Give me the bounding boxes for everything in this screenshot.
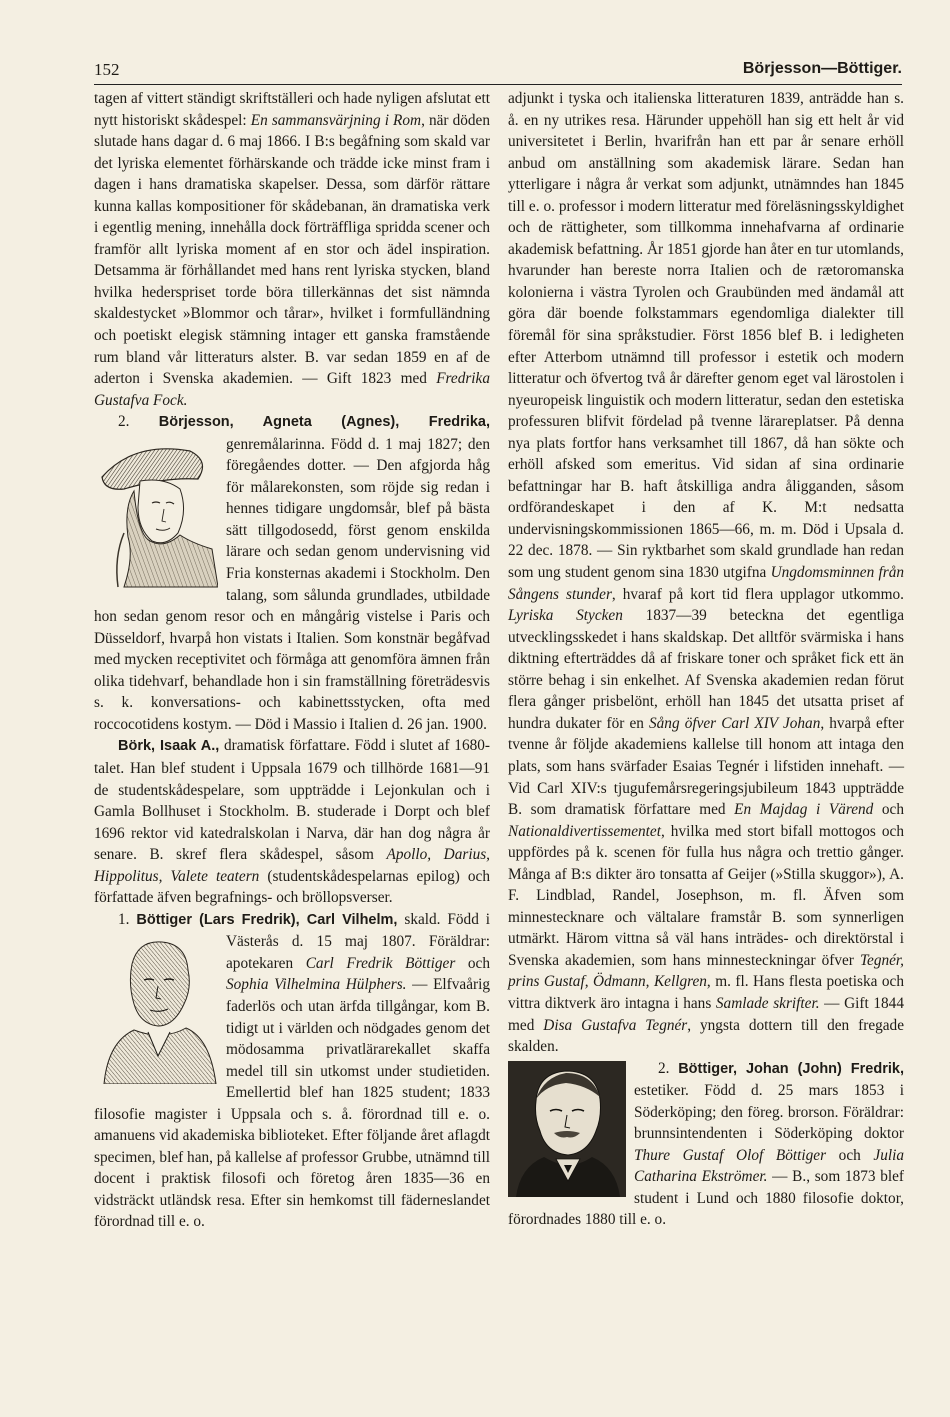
entry-bottiger-johan	[508, 1058, 904, 1231]
paragraph-bottiger-carl-continued	[508, 88, 904, 1058]
paragraph-borjesson-continued	[94, 88, 490, 411]
page-header	[94, 60, 902, 84]
text: , hvaraf på kort tid flera upplagor utkommo.	[611, 585, 905, 603]
text: tagen af vittert ständigt skriftställeri och hade nyligen afslutat ett nytt historiskt skådespel:	[94, 90, 490, 129]
entry-headword: Böttiger (Lars Fredrik), Carl Vilhelm,	[136, 911, 398, 928]
italic-title: Lyriska Stycken	[508, 607, 623, 625]
italic-title: Ungdomsminnen från Sångens stunder	[508, 564, 904, 603]
entry-number: 2.	[658, 1059, 679, 1077]
text: , hvilka med stort bifall mottogos och uppfördes på k. scenen för fulla hus några och trettio gånger. Många af B:s dikter äro tonsatta af Geijer (»Stilla skuggor»), A. F. Lindblad, Randel, Josephson, m. fl. Äfven som minnestecknare och vältalare framstår B. som synnerligen utmärkt. Härom vittna så väl hans inträdes- och direktörstal i Svenska akademien, som hans minnesteckningar öfver	[508, 822, 904, 969]
italic-title: En sammansvärjning i Rom	[250, 111, 422, 129]
entry-bork-isaak	[94, 735, 490, 908]
italic-titles: Apollo, Darius, Hippolitus, Valete teatern	[94, 846, 490, 885]
entry-number: 1.	[118, 910, 137, 928]
text: skald. Född i Västerås d. 15 maj 1807. Föräldrar: apotekaren	[226, 910, 490, 972]
italic-names: Tegnér, prins Gustaf, Ödmann, Kellgren	[508, 951, 904, 991]
italic-title: En Majdag i Värend	[734, 801, 874, 819]
entry-headword: Böttiger, Johan (John) Fredrik,	[678, 1060, 904, 1077]
italic-name: Fredrika Gustafva Fock.	[94, 370, 490, 409]
left-column	[94, 88, 490, 1233]
entry-borjesson-agneta	[94, 411, 490, 735]
right-column	[508, 88, 904, 1231]
page-number: 152	[94, 60, 120, 79]
italic-name: Julia Catharina Ekströmer.	[634, 1146, 904, 1186]
text: — B., som 1873 blef student i Lund och 1880 filosofie doktor, förordnades 1880 till e. o.	[508, 1168, 905, 1229]
text: , yngsta dottern till den fregade skalden.	[508, 1016, 904, 1056]
portrait-carl-bottiger	[94, 934, 218, 1084]
italic-name: Carl Fredrik Böttiger	[305, 954, 456, 972]
text: och	[455, 954, 490, 972]
italic-name: Disa Gustafva Tegnér	[543, 1016, 688, 1034]
portrait-johan-bottiger	[508, 1061, 626, 1197]
text: — Elfvaårig faderlös och utan ärfda tillgångar, kom B. tidigt ut i världen och nödgades genom det mödosamma privatlärarekallet skaffa medel till sin utkomst under studietiden. Emellertid blef han 1825 student; 1833 filosofie magister i Uppsala och s. å. förordnad till e. o. amanuens vid akademiska biblioteket. Efter följande året aflagdt specimen, blef han, på kallelse af professor Grubbe, utnämnd till docent i praktisk filosofi och företog åren 1835—36 en vidsträckt utländsk resa. Efter sin hemkomst till fäderneslandet förordnad till e. o.	[94, 976, 490, 1231]
text: 1837—39 beteckna det egentliga utvecklingsskedet i hans skaldskap. Det alltför svärmiska i hans diktning efterträddes då af friskare toner och språket fick ett än större behag i sin enkelhet. Af Svenska akademien redan förut flera gånger prisbelönt, erhöll han 1845 det utsatta priset af hundra dukater för en	[508, 607, 904, 732]
text: , när döden slutade hans dagar d. 6 maj 1866. I B:s begåfning som skald var det lyriska elementet förhärskande och trädde icke minst fram i dagen i hans dramatiska skapelser. Dessa, som därför rättare kunna kallas kompositioner för skådebanan, än dramatiska verk i egentlig mening, innehålla dock förträffliga spridda scener och framför allt lyriska moment af en stor och ädel inspiration. Detsamma är förhållandet med hans rent lyriska stycken, bland hvilka hederspriset torde böra tillerkännas det sist nämnda skaldestycket »Blommor och tårar», hvilket i formfulländning och poetiskt elegisk stämning intager ett ganska framstående rum bland vår litteraturs alster. B. var sedan 1859 en af de aderton i Svenska akademien. — Gift 1823 med	[94, 111, 490, 388]
text: och	[873, 801, 904, 819]
text: adjunkt i tyska och italienska litteraturen 1839, anträdde han s. å. en ny utrikes resa. Härunder uppehöll han sig ett helt år vid universitetet i Berlin, hvarifrån han ett par år senare erhöll anbud om anställning som akademisk lärare. Sedan han ytterligare i några år verkat som adjunkt, utnämndes han 1845 till e. o. professor i modern litteratur med föreläsningsskyldighet och de rättigheter, som tillkomma innehafvarna af ordinarie akademisk befattning. År 1851 gjorde han åter en tur utomlands, hvarunder han bereste norra Italien och de rætoromanska kolonierna i västra Tyrolen och Graubünden med ändamål att göra där boende folkstammars egendomliga dialekter till föremål för sina språkstudier. Först 1856 blef B. i ledigheten efter Atterbom utnämnd till professor i estetik och modern litteratur och öfvertog två år därefter genom eget val lärostolen i nyeuropeisk linguistik och modern litteratur, sedan den estetiska professuren blifvit fördelad på tvenne lärareplatser. På denna nya plats fortfor hans verksamhet till 1867, då han sökte och erhöll afsked som emeritus. Vid sidan af sina ordinarie befattningar har B. haft åtskilliga andra åligganden, såsom ordförandeskapet i den af K. M:t nedsatta undervisningskommissionen 1865—66, m. m. Död i Upsala d. 22 dec. 1878. — Sin ryktbarhet som skald grundlade han redan som ung student genom sina 1830 utgifna	[508, 90, 904, 582]
text: — Gift 1844 med	[508, 994, 904, 1034]
entry-body: genremålarinna. Född d. 1 maj 1827; den föregåendes dotter. — Den afgjorda håg för målarekonsten, som röjde sig redan i hennes tidigare ungdomsår, blef på bästa sätt tillgodosedd, först genom enskilda lärare och sedan genom undervisning vid Fria konsternas akademi i Stockholm. Den talang, som sålunda grundlades, utbildade hon sedan genom resor och en mångårig vistelse i Paris och Düsseldorf, hvarpå hon vistats i Italien. Som konstnär begåfvad med mycken receptivitet och förmåga att genomföra ämnen från olika tidehvarf, behandlade hon i sin framställning företrädesvis s. k. konversations- och kabinettsstycken, ofta med roccocotidens kostym. — Död i Massio i Italien d. 26 jan. 1900.	[94, 435, 490, 733]
italic-title: Nationaldivertissementet	[508, 822, 661, 840]
entry-headword: Börk, Isaak A.,	[118, 738, 220, 755]
italic-name: Thure Gustaf Olof Böttiger	[634, 1146, 827, 1164]
header-rule	[94, 84, 902, 85]
text: , hvarpå efter tvenne år följde akademiens kallelse till honom att intaga den plats, som hans svärfader Esaias Tegnér i lifstiden innehaft. — Vid Carl XIV:s tjugufemårsregeringsjubileum 1843 uppträdde B. som dramatisk författare med	[508, 714, 905, 819]
running-head: Börjesson—Böttiger.	[742, 60, 902, 77]
text: dramatisk författare. Född i slutet af 1680-talet. Han blef student i Uppsala 1679 och tillhörde 1681—91 de studentskådespelare, som uppträdde i Lejonkulan och i Gamla Bollhuset i Stockholm. B. studerade i Dorpt och blef 1696 rektor vid katedralskolan i Narva, där han dog några år senare. B. skref flera skådespel, såsom	[94, 737, 490, 864]
italic-title: Sång öfver Carl XIV Johan	[649, 714, 821, 732]
text: (studentskådespelarnas epilog) och författade äfven begrafnings- och bröllopsverser.	[94, 867, 490, 907]
text: estetiker. Född d. 25 mars 1853 i Söderköping; den föreg. brorson. Föräldrar: brunnsintendenten i Söderköping doktor	[634, 1082, 904, 1143]
text: , m. fl. Hans flesta poetiska och vittra diktverk äro intagna i hans	[508, 973, 904, 1012]
italic-title: Samlade skrifter.	[715, 994, 820, 1012]
entry-bottiger-carl	[94, 909, 490, 1233]
text: och	[826, 1146, 874, 1164]
portrait-agneta-borjesson	[94, 437, 218, 589]
entry-headword: Börjesson, Agneta (Agnes), Fredrika,	[158, 414, 490, 431]
entry-number: 2.	[118, 413, 159, 431]
italic-name: Sophia Vilhelmina Hülphers.	[226, 976, 407, 994]
